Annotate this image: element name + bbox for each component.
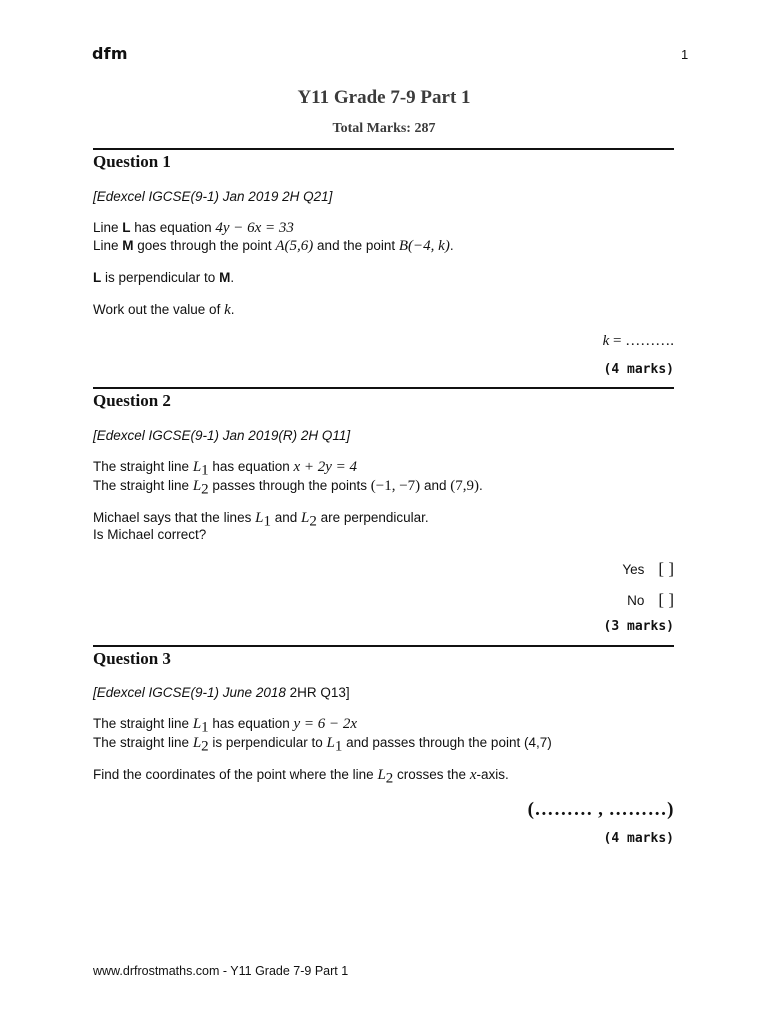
question-1-line-2: Line M goes through the point A(5,6) and the point B(−4, k).	[93, 238, 454, 254]
question-3-marks: (4 marks)	[603, 831, 674, 846]
question-1-heading: Question 1	[93, 152, 171, 171]
question-1-line-4: Work out the value of k.	[93, 302, 235, 318]
question-2-line-3: Michael says that the lines $L_1$ and $L_2$ are perpendicular.	[93, 510, 429, 530]
no-label: No	[627, 593, 645, 608]
yes-checkbox[interactable]	[622, 559, 674, 579]
question-1-line-3: L is perpendicular to M.	[93, 270, 235, 285]
worksheet-title: Y11 Grade 7-9 Part 1	[297, 87, 471, 108]
question-2-line-4: Is Michael correct?	[93, 527, 207, 542]
section-divider	[93, 645, 674, 647]
total-marks: Total Marks: 287	[332, 121, 436, 136]
question-3-source: [Edexcel IGCSE(9-1) June 2018 2HR Q13]	[93, 685, 350, 700]
question-1-answer-line: k = ……….	[602, 333, 674, 349]
no-checkbox[interactable]	[627, 590, 674, 610]
question-3-line-1: The straight line $L_1$ has equation y = 6 − 2x	[93, 716, 358, 736]
question-2-source: [Edexcel IGCSE(9-1) Jan 2019(R) 2H Q11]	[93, 428, 351, 443]
question-2-heading: Question 2	[93, 391, 171, 410]
yes-label: Yes	[622, 562, 645, 577]
question-3-answer-line: (……… , ………)	[527, 799, 674, 820]
question-1-source: [Edexcel IGCSE(9-1) Jan 2019 2H Q21]	[93, 189, 333, 204]
yes-box[interactable]: [ ]	[658, 559, 674, 578]
page-number: 1	[681, 47, 689, 62]
question-3-heading: Question 3	[93, 649, 171, 668]
question-2-line-2: The straight line $L_2$ passes through the points (−1, −7) and (7,9).	[93, 478, 483, 498]
section-divider	[93, 387, 674, 389]
question-2-line-1: The straight line $L_1$ has equation x + 2y = 4	[93, 459, 358, 479]
page-footer: www.drfrostmaths.com - Y11 Grade 7-9 Part 1	[93, 964, 349, 978]
question-1-marks: (4 marks)	[603, 362, 674, 377]
question-2-marks: (3 marks)	[603, 619, 674, 634]
question-1-line-1: Line L has equation 4y − 6x = 33	[93, 220, 294, 236]
no-box[interactable]: [ ]	[658, 590, 674, 609]
section-divider	[93, 148, 674, 150]
dfm-logo: dfm	[92, 44, 128, 63]
question-3-line-3: Find the coordinates of the point where the line $L_2$ crosses the x-axis.	[93, 767, 509, 787]
question-3-line-2: The straight line $L_2$ is perpendicular to $L_1$ and passes through the point (4,7)	[93, 735, 552, 755]
